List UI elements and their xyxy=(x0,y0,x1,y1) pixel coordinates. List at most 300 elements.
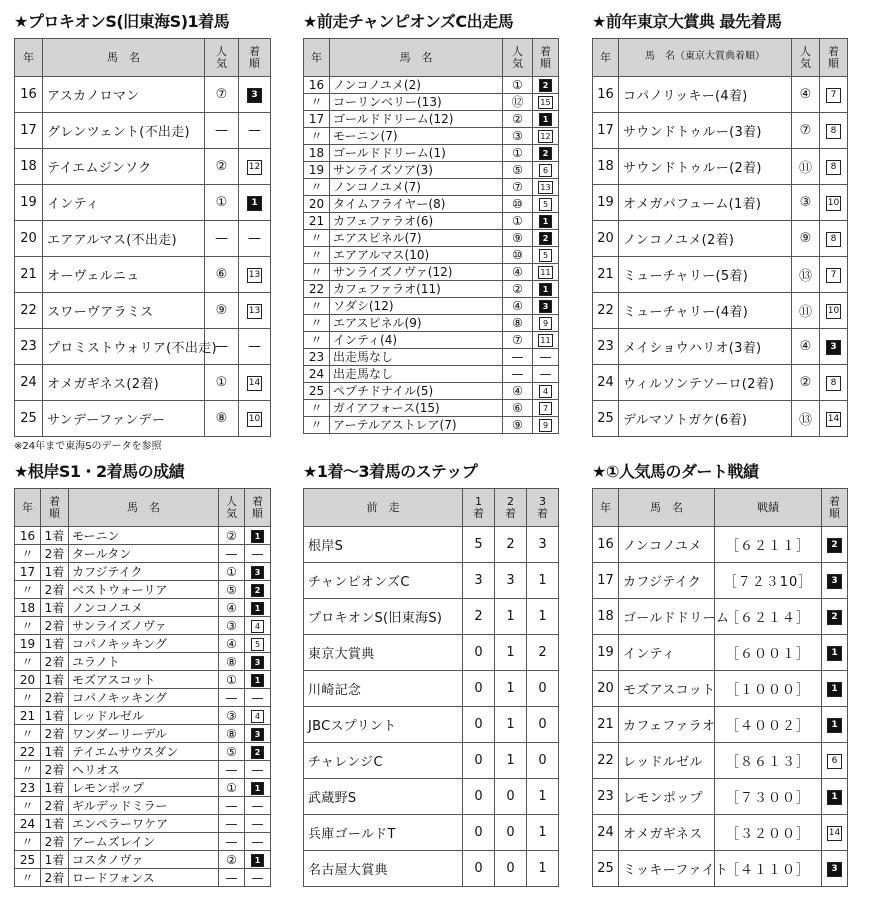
table-row xyxy=(15,527,271,545)
finish-dash: — xyxy=(248,231,261,246)
horse-name: ソダシ(12) xyxy=(330,298,503,315)
popularity-cell xyxy=(503,128,533,145)
popularity-cell xyxy=(205,293,239,329)
finish-cell xyxy=(822,635,848,671)
horse-name: モズアスコット xyxy=(619,671,715,707)
popularity-value: ⑤ xyxy=(512,163,523,177)
popularity-cell xyxy=(219,725,245,743)
finish-badge: 1 xyxy=(539,113,552,126)
race-name: 東京大賞典 xyxy=(304,635,463,671)
table-row xyxy=(304,94,559,111)
year-cell: 25 xyxy=(304,383,330,400)
table-row xyxy=(593,779,848,815)
table-row xyxy=(304,298,559,315)
year-cell: 〃 xyxy=(15,725,41,743)
horse-name: インティ xyxy=(43,185,205,221)
popularity-value: ⑨ xyxy=(512,231,523,245)
horse-name: カフジテイク xyxy=(69,563,219,581)
finish-cell xyxy=(820,77,848,113)
placing-cell: 2着 xyxy=(41,653,69,671)
popularity-cell xyxy=(792,257,820,293)
horse-name: インティ xyxy=(619,635,715,671)
finish-badge: 5 xyxy=(539,198,552,211)
popularity-value: ② xyxy=(512,282,523,296)
year-cell: 17 xyxy=(15,563,41,581)
finish-cell xyxy=(820,257,848,293)
finish-cell xyxy=(239,221,271,257)
finish-badge: 2 xyxy=(827,610,842,625)
race-name: プロキオンS(旧東海S) xyxy=(304,599,463,635)
finish-badge: 7 xyxy=(826,268,841,283)
year-cell: 22 xyxy=(593,743,619,779)
third-count: 1 xyxy=(527,779,559,815)
finish-cell xyxy=(533,281,559,298)
finish-badge: 7 xyxy=(826,88,841,103)
procyon-table xyxy=(14,38,271,437)
horse-name: モーニン xyxy=(69,527,219,545)
finish-cell xyxy=(820,113,848,149)
horse-name: テイエムジンソク xyxy=(43,149,205,185)
negishi-table xyxy=(14,488,271,887)
popularity-cell xyxy=(792,149,820,185)
placing-cell: 2着 xyxy=(41,797,69,815)
horse-name: アームズレイン xyxy=(69,833,219,851)
col-name: 馬 名（東京大賞典着順） xyxy=(619,39,792,77)
year-cell: 16 xyxy=(593,527,619,563)
table-row xyxy=(593,293,848,329)
table-row xyxy=(15,833,271,851)
placing-cell: 1着 xyxy=(41,707,69,725)
horse-name: オメガギネス(2着) xyxy=(43,365,205,401)
second-count: 1 xyxy=(495,599,527,635)
finish-badge: 7 xyxy=(539,402,552,415)
popularity-cell xyxy=(503,366,533,383)
third-count: 3 xyxy=(527,527,559,563)
popularity-dash: — xyxy=(215,123,228,138)
finish-cell xyxy=(245,563,271,581)
popularity-cell xyxy=(219,599,245,617)
popularity-cell xyxy=(219,869,245,887)
year-cell: 22 xyxy=(593,293,619,329)
table-row xyxy=(15,851,271,869)
year-cell: 23 xyxy=(593,779,619,815)
finish-cell xyxy=(533,332,559,349)
popularity-cell xyxy=(219,797,245,815)
horse-name: メイショウハリオ(3着) xyxy=(619,329,792,365)
finish-cell xyxy=(822,599,848,635)
year-cell: 20 xyxy=(593,671,619,707)
popularity-dash: — xyxy=(225,816,238,831)
horse-name: レッドルゼル xyxy=(619,743,715,779)
placing-cell: 1着 xyxy=(41,779,69,797)
finish-cell xyxy=(533,128,559,145)
col-rank: 着順 xyxy=(245,489,271,527)
popularity-value: ① xyxy=(215,375,228,390)
popularity-cell xyxy=(219,761,245,779)
panel-champions xyxy=(303,10,559,434)
horse-name: ユラノト xyxy=(69,653,219,671)
finish-cell xyxy=(533,264,559,281)
finish-badge: 1 xyxy=(827,682,842,697)
first-count: 0 xyxy=(463,707,495,743)
finish-dash: — xyxy=(251,762,264,777)
second-count: 1 xyxy=(495,671,527,707)
finish-cell xyxy=(822,707,848,743)
table-row xyxy=(304,635,559,671)
panel-procyon xyxy=(14,10,271,437)
popularity-cell xyxy=(205,113,239,149)
table-row xyxy=(15,257,271,293)
horse-name: ゴールドドリーム xyxy=(619,599,715,635)
finish-cell xyxy=(239,185,271,221)
horse-name: タールタン xyxy=(69,545,219,563)
popularity-value: ⑥ xyxy=(215,267,228,282)
finish-badge: 1 xyxy=(251,602,264,615)
popularity-cell xyxy=(503,94,533,111)
horse-name: グレンツェント(不出走) xyxy=(43,113,205,149)
horse-name: ペプチドナイル(5) xyxy=(330,383,503,400)
year-cell: 〃 xyxy=(15,653,41,671)
popularity-dash: — xyxy=(215,339,228,354)
third-count: 1 xyxy=(527,851,559,887)
horse-name: ノンコノユメ(2着) xyxy=(619,221,792,257)
popularity-cell xyxy=(219,707,245,725)
year-cell: 〃 xyxy=(304,264,330,281)
table-row xyxy=(15,221,271,257)
finish-badge: 2 xyxy=(251,746,264,759)
finish-cell xyxy=(822,671,848,707)
finish-badge: 4 xyxy=(251,710,264,723)
popularity-cell xyxy=(503,162,533,179)
popularity-value: ④ xyxy=(799,87,812,102)
finish-cell xyxy=(239,257,271,293)
popularity-value: ⑤ xyxy=(226,582,237,597)
popularity-cell xyxy=(503,213,533,230)
year-cell: 17 xyxy=(304,111,330,128)
placing-cell: 1着 xyxy=(41,671,69,689)
horse-name: カフェファラオ(11) xyxy=(330,281,503,298)
table-row xyxy=(304,77,559,94)
col-pop: 人気 xyxy=(205,39,239,77)
popularity-value: ⑦ xyxy=(512,180,523,194)
horse-name: 出走馬なし xyxy=(330,366,503,383)
table-row xyxy=(593,185,848,221)
record-cell: ［４００２］ xyxy=(715,707,822,743)
popularity-cell xyxy=(792,221,820,257)
finish-cell xyxy=(245,869,271,887)
col-year: 年 xyxy=(593,489,619,527)
finish-badge: 3 xyxy=(539,300,552,313)
popularity-value: ⑩ xyxy=(512,248,523,262)
popularity-value: ⑧ xyxy=(226,654,237,669)
horse-name: ゴールドドリーム(12) xyxy=(330,111,503,128)
finish-badge: 1 xyxy=(247,196,262,211)
finish-cell xyxy=(533,77,559,94)
year-cell: 24 xyxy=(15,815,41,833)
table-row xyxy=(593,527,848,563)
popularity-value: ① xyxy=(512,78,523,92)
finish-cell xyxy=(245,581,271,599)
finish-badge: 4 xyxy=(251,620,264,633)
horse-name: テイエムサウスダン xyxy=(69,743,219,761)
popularity-cell xyxy=(219,743,245,761)
year-cell: 〃 xyxy=(15,581,41,599)
finish-cell xyxy=(820,185,848,221)
table-row xyxy=(15,365,271,401)
finish-dash: — xyxy=(251,816,264,831)
popularity-cell xyxy=(219,527,245,545)
finish-badge: 11 xyxy=(540,336,551,345)
second-count: 0 xyxy=(495,779,527,815)
col-rank: 着順 xyxy=(820,39,848,77)
year-cell: 23 xyxy=(593,329,619,365)
popularity-dash: — xyxy=(225,690,238,705)
panel-favorites xyxy=(592,460,848,887)
finish-cell xyxy=(820,293,848,329)
table-row xyxy=(15,293,271,329)
popularity-value: ② xyxy=(226,852,237,867)
table-row xyxy=(304,671,559,707)
finish-cell xyxy=(822,779,848,815)
horse-name: カフェファラオ(6) xyxy=(330,213,503,230)
year-cell: 〃 xyxy=(15,761,41,779)
popularity-cell xyxy=(503,349,533,366)
finish-cell xyxy=(822,743,848,779)
table-row xyxy=(15,563,271,581)
popularity-cell xyxy=(503,332,533,349)
horse-name: タイムフライヤー(8) xyxy=(330,196,503,213)
third-count: 1 xyxy=(527,599,559,635)
year-cell: 25 xyxy=(593,401,619,437)
panel-negishi xyxy=(14,460,271,887)
second-count: 3 xyxy=(495,563,527,599)
horse-name: ノンコノユメ xyxy=(69,599,219,617)
table-row xyxy=(304,247,559,264)
year-cell: 21 xyxy=(593,707,619,743)
placing-cell: 1着 xyxy=(41,599,69,617)
year-cell: 24 xyxy=(15,365,43,401)
table-row xyxy=(304,599,559,635)
popularity-value: ⑨ xyxy=(799,231,812,246)
finish-badge: 3 xyxy=(251,656,264,669)
finish-badge: 9 xyxy=(539,317,552,330)
record-cell: ［６２１４］ xyxy=(715,599,822,635)
table-row xyxy=(304,563,559,599)
table-row xyxy=(593,113,848,149)
placing-cell: 1着 xyxy=(41,815,69,833)
horse-name: ミューチャリー(4着) xyxy=(619,293,792,329)
horse-name: サンライズノヴァ xyxy=(69,617,219,635)
horse-name: ヘリオス xyxy=(69,761,219,779)
popularity-value: ⑦ xyxy=(799,123,812,138)
popularity-cell xyxy=(219,851,245,869)
table-row xyxy=(593,743,848,779)
popularity-value: ④ xyxy=(512,384,523,398)
popularity-value: ⑤ xyxy=(226,744,237,759)
finish-cell xyxy=(533,145,559,162)
popularity-cell xyxy=(219,689,245,707)
table-row xyxy=(304,332,559,349)
table-row xyxy=(15,689,271,707)
year-cell: 19 xyxy=(15,635,41,653)
finish-badge: 1 xyxy=(827,718,842,733)
first-count: 5 xyxy=(463,527,495,563)
finish-cell xyxy=(533,383,559,400)
table-row xyxy=(15,797,271,815)
popularity-cell xyxy=(219,653,245,671)
table-row xyxy=(304,111,559,128)
finish-dash: — xyxy=(539,350,552,364)
popularity-value: ④ xyxy=(799,339,812,354)
popularity-cell xyxy=(792,329,820,365)
table-row xyxy=(15,599,271,617)
table-row xyxy=(15,581,271,599)
table-row xyxy=(593,671,848,707)
horse-name: エアアルマス(10) xyxy=(330,247,503,264)
finish-cell xyxy=(820,329,848,365)
col-rank: 着順 xyxy=(822,489,848,527)
horse-name: レッドルゼル xyxy=(69,707,219,725)
third-count: 0 xyxy=(527,707,559,743)
col-chaku: 着順 xyxy=(41,489,69,527)
table-row xyxy=(15,743,271,761)
finish-badge: 6 xyxy=(827,754,842,769)
popularity-cell xyxy=(503,111,533,128)
finish-badge: 1 xyxy=(539,215,552,228)
finish-badge: 2 xyxy=(539,147,552,160)
col-first: 1着 xyxy=(463,489,495,527)
finish-cell xyxy=(239,401,271,437)
placing-cell: 2着 xyxy=(41,617,69,635)
popularity-cell xyxy=(503,264,533,281)
finish-badge: 1 xyxy=(251,782,264,795)
col-pop: 人気 xyxy=(503,39,533,77)
popularity-value: ② xyxy=(226,528,237,543)
popularity-value: ⑩ xyxy=(512,197,523,211)
finish-badge: 2 xyxy=(251,584,264,597)
popularity-cell xyxy=(503,298,533,315)
finish-badge: 5 xyxy=(251,638,264,651)
finish-badge: 1 xyxy=(827,646,842,661)
popularity-value: ① xyxy=(226,564,237,579)
popularity-value: ⑬ xyxy=(798,269,812,284)
table-row xyxy=(593,257,848,293)
first-count: 0 xyxy=(463,671,495,707)
finish-cell xyxy=(820,365,848,401)
finish-cell xyxy=(822,851,848,887)
record-cell: ［８６１３］ xyxy=(715,743,822,779)
finish-cell xyxy=(245,689,271,707)
popularity-cell xyxy=(219,617,245,635)
horse-name: インティ(4) xyxy=(330,332,503,349)
third-count: 1 xyxy=(527,815,559,851)
horse-name: モズアスコット xyxy=(69,671,219,689)
table-row xyxy=(304,315,559,332)
year-cell: 18 xyxy=(593,149,619,185)
table-row xyxy=(304,162,559,179)
popularity-cell xyxy=(219,779,245,797)
favorites-table xyxy=(592,488,848,887)
table-row xyxy=(15,329,271,365)
finish-badge: 2 xyxy=(827,538,842,553)
finish-badge: 3 xyxy=(827,574,842,589)
record-cell: ［７３００］ xyxy=(715,779,822,815)
finish-cell xyxy=(239,113,271,149)
finish-cell xyxy=(239,149,271,185)
year-cell: 〃 xyxy=(304,315,330,332)
table-row xyxy=(304,349,559,366)
race-name: JBCスプリント xyxy=(304,707,463,743)
panel-title: ★プロキオンS(旧東海S)1着馬 xyxy=(14,12,230,31)
finish-cell xyxy=(533,213,559,230)
finish-cell xyxy=(245,743,271,761)
finish-cell xyxy=(822,527,848,563)
year-cell: 〃 xyxy=(304,400,330,417)
horse-name: ノンコノユメ xyxy=(619,527,715,563)
placing-cell: 1着 xyxy=(41,635,69,653)
popularity-dash: — xyxy=(225,798,238,813)
table-row xyxy=(304,230,559,247)
col-second: 2着 xyxy=(495,489,527,527)
year-cell: 22 xyxy=(15,293,43,329)
horse-name: オメガギネス xyxy=(619,815,715,851)
placing-cell: 2着 xyxy=(41,581,69,599)
year-cell: 17 xyxy=(593,563,619,599)
table-row xyxy=(15,185,271,221)
horse-name: ロードフォンス xyxy=(69,869,219,887)
finish-cell xyxy=(245,725,271,743)
year-cell: 25 xyxy=(15,401,43,437)
finish-cell xyxy=(245,635,271,653)
popularity-value: ④ xyxy=(512,299,523,313)
popularity-value: ④ xyxy=(512,265,523,279)
placing-cell: 2着 xyxy=(41,761,69,779)
race-name: 兵庫ゴールドT xyxy=(304,815,463,851)
finish-badge: 8 xyxy=(826,160,841,175)
table-row xyxy=(304,128,559,145)
finish-badge: 1 xyxy=(251,854,264,867)
finish-cell xyxy=(533,230,559,247)
record-cell: ［４１１０］ xyxy=(715,851,822,887)
year-cell: 17 xyxy=(593,113,619,149)
table-row xyxy=(304,743,559,779)
finish-cell xyxy=(245,761,271,779)
table-row xyxy=(304,527,559,563)
table-row xyxy=(304,213,559,230)
race-name: 根岸S xyxy=(304,527,463,563)
year-cell: 〃 xyxy=(304,230,330,247)
year-cell: 22 xyxy=(15,743,41,761)
col-year: 年 xyxy=(15,39,43,77)
popularity-dash: — xyxy=(225,762,238,777)
table-row xyxy=(304,417,559,434)
finish-cell xyxy=(533,247,559,264)
popularity-value: ⑥ xyxy=(512,401,523,415)
table-row xyxy=(15,635,271,653)
finish-badge: 8 xyxy=(826,376,841,391)
finish-badge: 1 xyxy=(251,674,264,687)
popularity-cell xyxy=(205,365,239,401)
finish-cell xyxy=(245,671,271,689)
popularity-cell xyxy=(219,635,245,653)
finish-badge: 9 xyxy=(539,419,552,432)
popularity-value: ④ xyxy=(226,636,237,651)
horse-name: 出走馬なし xyxy=(330,349,503,366)
finish-cell xyxy=(820,401,848,437)
popularity-value: ① xyxy=(512,146,523,160)
popularity-value: ⑬ xyxy=(798,413,812,428)
table-row xyxy=(15,761,271,779)
